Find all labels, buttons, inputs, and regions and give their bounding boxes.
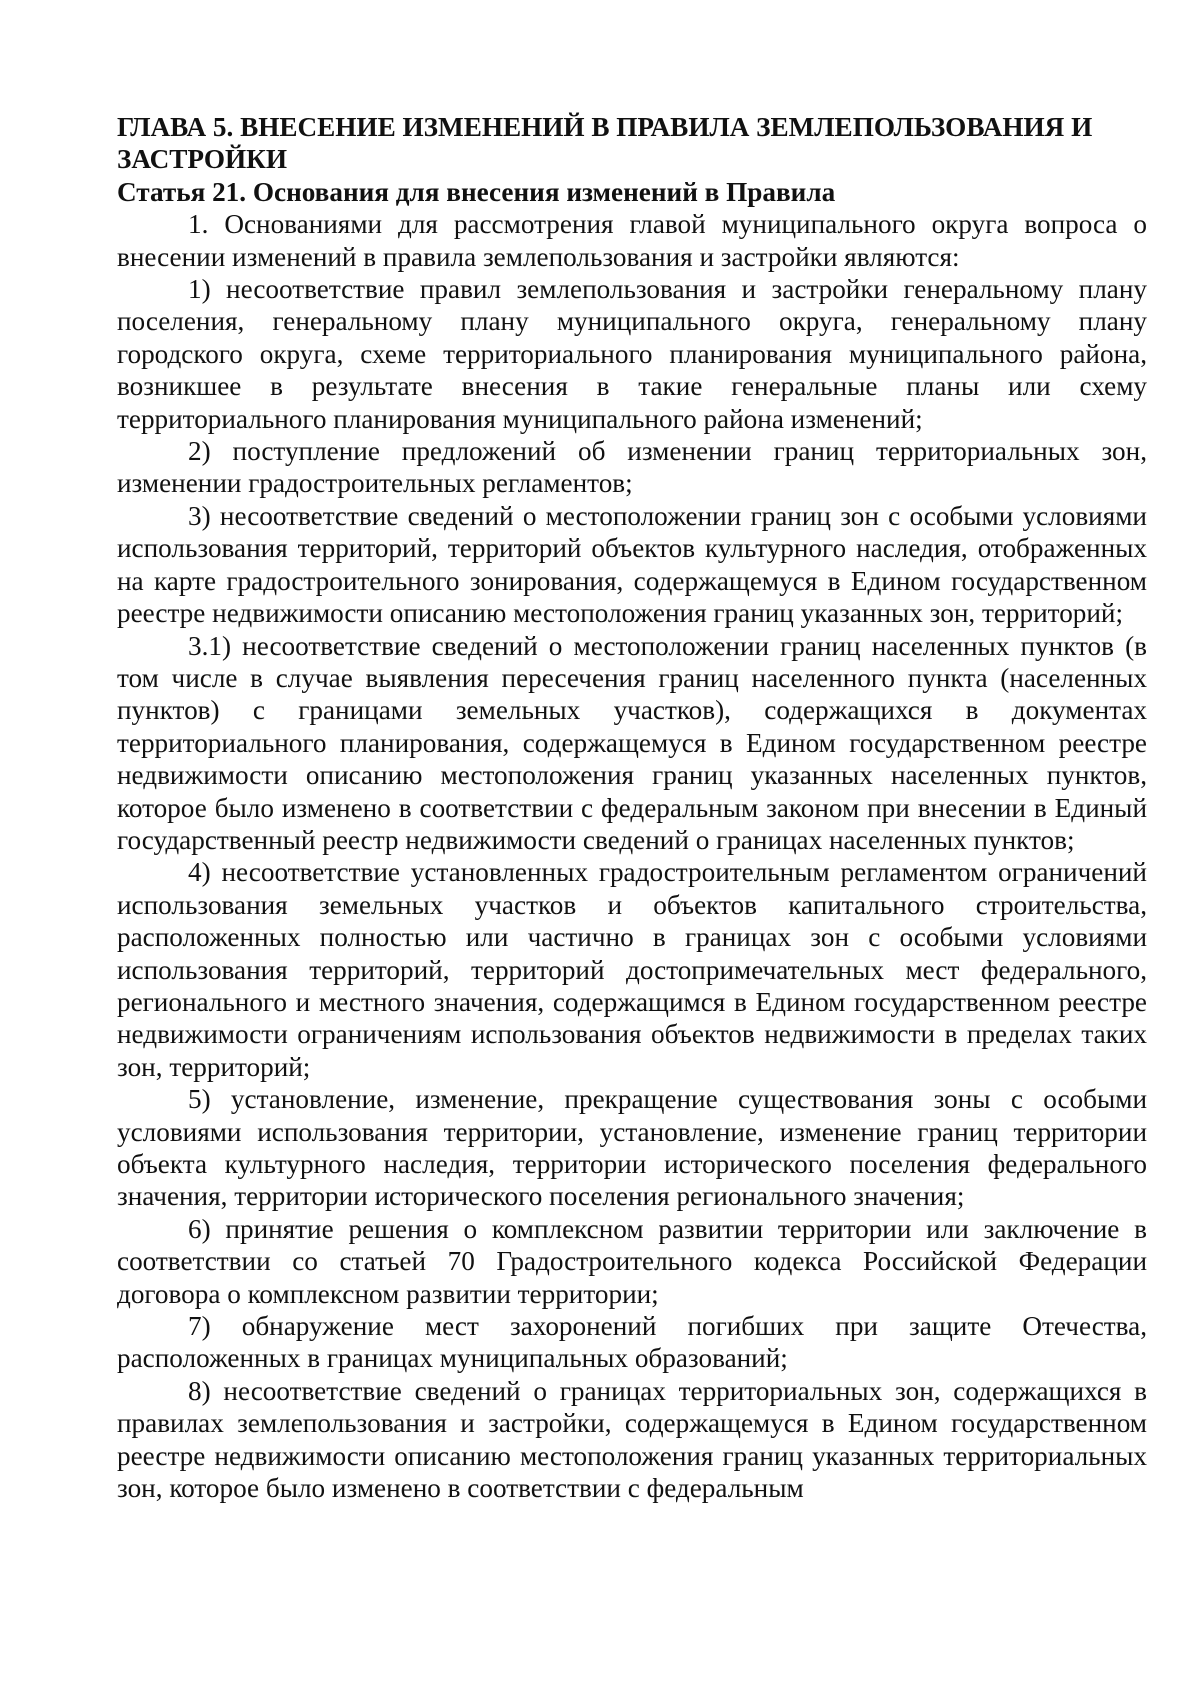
paragraph-item-4: 4) несоответствие установленных градостроительным регламентом ограничений использования земельных участков и объектов капитального строительства, расположенных полностью или частично в границах зон с особыми условиями использования территорий, территорий достопримечательных мест федерального, регионального и местного значения, содержащимся в Едином государственном реестре недвижимости ограничениям использования объектов недвижимости в пределах таких зон, территорий; [117, 857, 1147, 1082]
document-page [117, 111, 1147, 1504]
paragraph-item-2: 2) поступление предложений об изменении границ территориальных зон, изменении градостроительных регламентов; [117, 436, 1147, 499]
article-title: Статья 21. Основания для внесения изменений в Правила [117, 176, 836, 207]
paragraph-item-1: 1) несоответствие правил землепользования и застройки генеральному плану поселения, генеральному плану муниципального округа, генеральному плану городского округа, схеме территориального планирования муниципального района, возникшее в результате внесения в такие генеральные планы или схему территориального планирования муниципального района изменений; [117, 274, 1147, 434]
paragraph-intro: 1. Основаниями для рассмотрения главой муниципального округа вопроса о внесении изменений в правила землепользования и застройки являются: [117, 209, 1147, 272]
paragraph-item-5: 5) установление, изменение, прекращение существования зоны с особыми условиями использования территории, установление, изменение границ территории объекта культурного наследия, территории исторического поселения федерального значения, территории исторического поселения регионального значения; [117, 1084, 1147, 1212]
paragraph-item-6: 6) принятие решения о комплексном развитии территории или заключение в соответствии со статьей 70 Градостроительного кодекса Российской Федерации договора о комплексном развитии территории; [117, 1213, 1147, 1309]
paragraph-item-3: 3) несоответствие сведений о местоположении границ зон с особыми условиями использования территорий, территорий объектов культурного наследия, отображенных на карте градостроительного зонирования, содержащемуся в Едином государственном реестре недвижимости описанию местоположения границ указанных зон, территорий; [117, 500, 1147, 629]
paragraph-item-3-1: 3.1) несоответствие сведений о местоположении границ населенных пунктов (в том числе в случае выявления пересечения границ населенного пункта (населенных пунктов) с границами земельных участков), содержащихся в документах территориального планирования, содержащемуся в Едином государственном реестре недвижимости описанию местоположения границ указанных населенных пунктов, которое было изменено в соответствии с федеральным законом при внесении в Единый государственный реестр недвижимости сведений о границах населенных пунктов; [117, 630, 1147, 855]
paragraph-item-8: 8) несоответствие сведений о границах территориальных зон, содержащихся в правилах землепользования и застройки, содержащемуся в Едином государственном реестре недвижимости описанию местоположения границ указанных территориальных зон, которое было изменено в соответствии с федеральным [117, 1375, 1147, 1504]
chapter-title: ГЛАВА 5. ВНЕСЕНИЕ ИЗМЕНЕНИЙ В ПРАВИЛА ЗЕМЛЕПОЛЬЗОВАНИЯ И ЗАСТРОЙКИ [117, 112, 1093, 175]
paragraph-item-7: 7) обнаружение мест захоронений погибших при защите Отечества, расположенных в границах муниципальных образований; [117, 1311, 1147, 1374]
